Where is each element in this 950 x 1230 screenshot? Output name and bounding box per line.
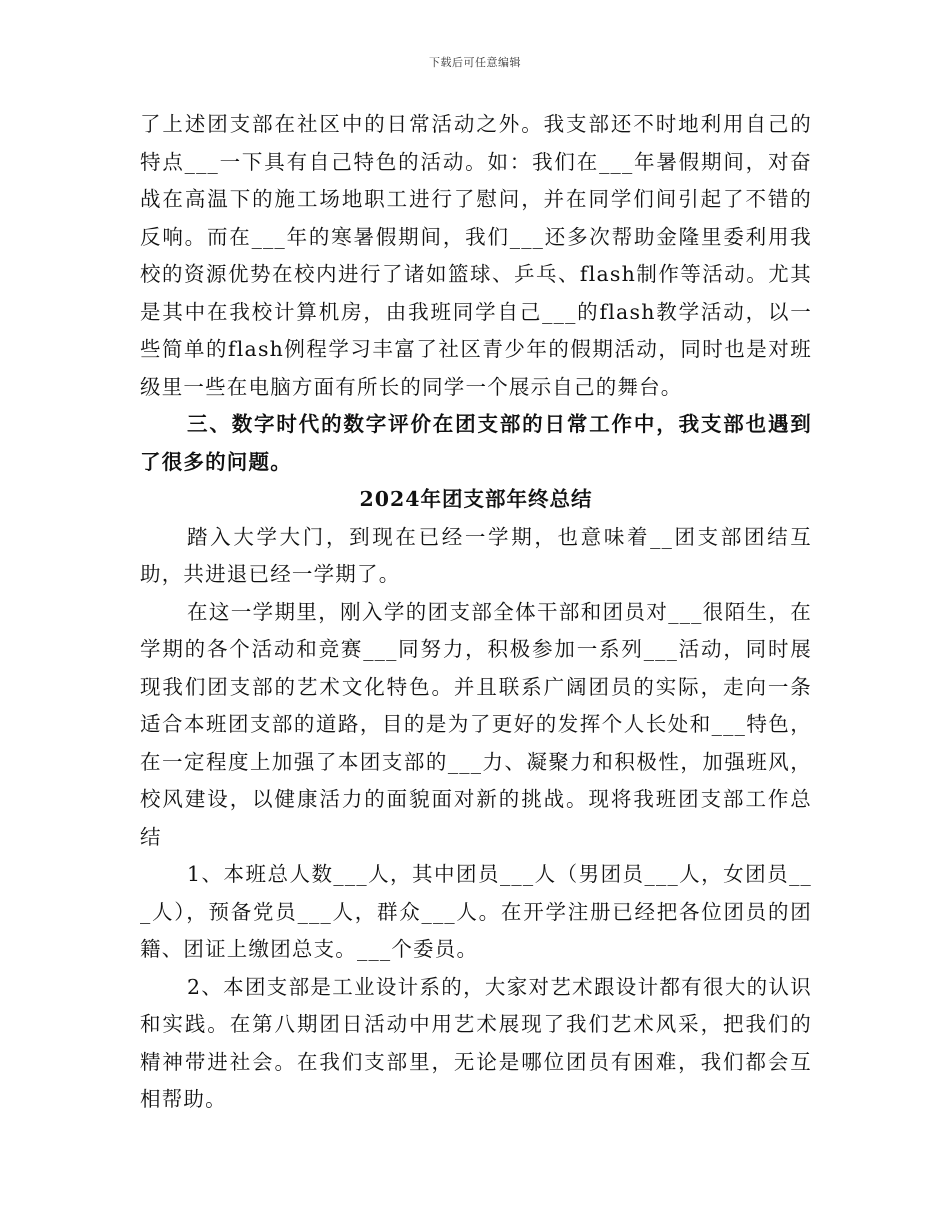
paragraph-community-activities: 了上述团支部在社区中的日常活动之外。我支部还不时地利用自己的特点___一下具有自己特色的活动。如：我们在___年暑假期间，对奋战在高温下的施工场地职工进行了慰问，并在同学们间引起了不错的反响。而在___年的寒暑假期间，我们___还多次帮助金隆里委利用我校的资源优势在校内进行了诸如篮球、乒乓、flash制作等活动。尤其是其中在我校计算机房，由我班同学自己___的flash教学活动，以一些简单的flash例程学习丰富了社区青少年的假期活动，同时也是对班级里一些在电脑方面有所长的同学一个展示自己的舞台。 bbox=[140, 112, 812, 399]
page-header: 下载后可任意编辑 bbox=[429, 56, 521, 69]
paragraph-membership-stats: 1、本班总人数___人，其中团员___人（男团员___人，女团员___人），预备党员___人，群众___人。在开学注册已经把各位团员的团籍、团证上缴团总支。___个委员。 bbox=[140, 862, 812, 961]
document-title: 2024年团支部年终总结 bbox=[359, 487, 593, 511]
paragraph-design-department: 2、本团支部是工业设计系的，大家对艺术跟设计都有很大的认识和实践。在第八期团日活动中用艺术展现了我们艺术风采，把我们的精神带进社会。在我们支部里，无论是哪位团员有困难，我们都会互相帮助。 bbox=[140, 974, 812, 1111]
document-body bbox=[140, 106, 812, 1119]
paragraph-semester-overview: 在这一学期里，刚入学的团支部全体干部和团员对___很陌生，在学期的各个活动和竞赛___同努力，积极参加一系列___活动，同时展现我们团支部的艺术文化特色。并且联系广阔团员的实际，走向一条适合本班团支部的道路，目的是为了更好的发挥个人长处和___特色，在一定程度上加强了本团支部的___力、凝聚力和积极性，加强班风，校风建设，以健康活力的面貌面对新的挑战。现将我班团支部工作总结 bbox=[140, 599, 812, 849]
paragraph-intro: 踏入大学大门，到现在已经一学期，也意味着__团支部团结互助，共进退已经一学期了。 bbox=[140, 524, 812, 586]
section-heading-problems: 三、数字时代的数字评价在团支部的日常工作中，我支部也遇到了很多的问题。 bbox=[140, 412, 812, 474]
